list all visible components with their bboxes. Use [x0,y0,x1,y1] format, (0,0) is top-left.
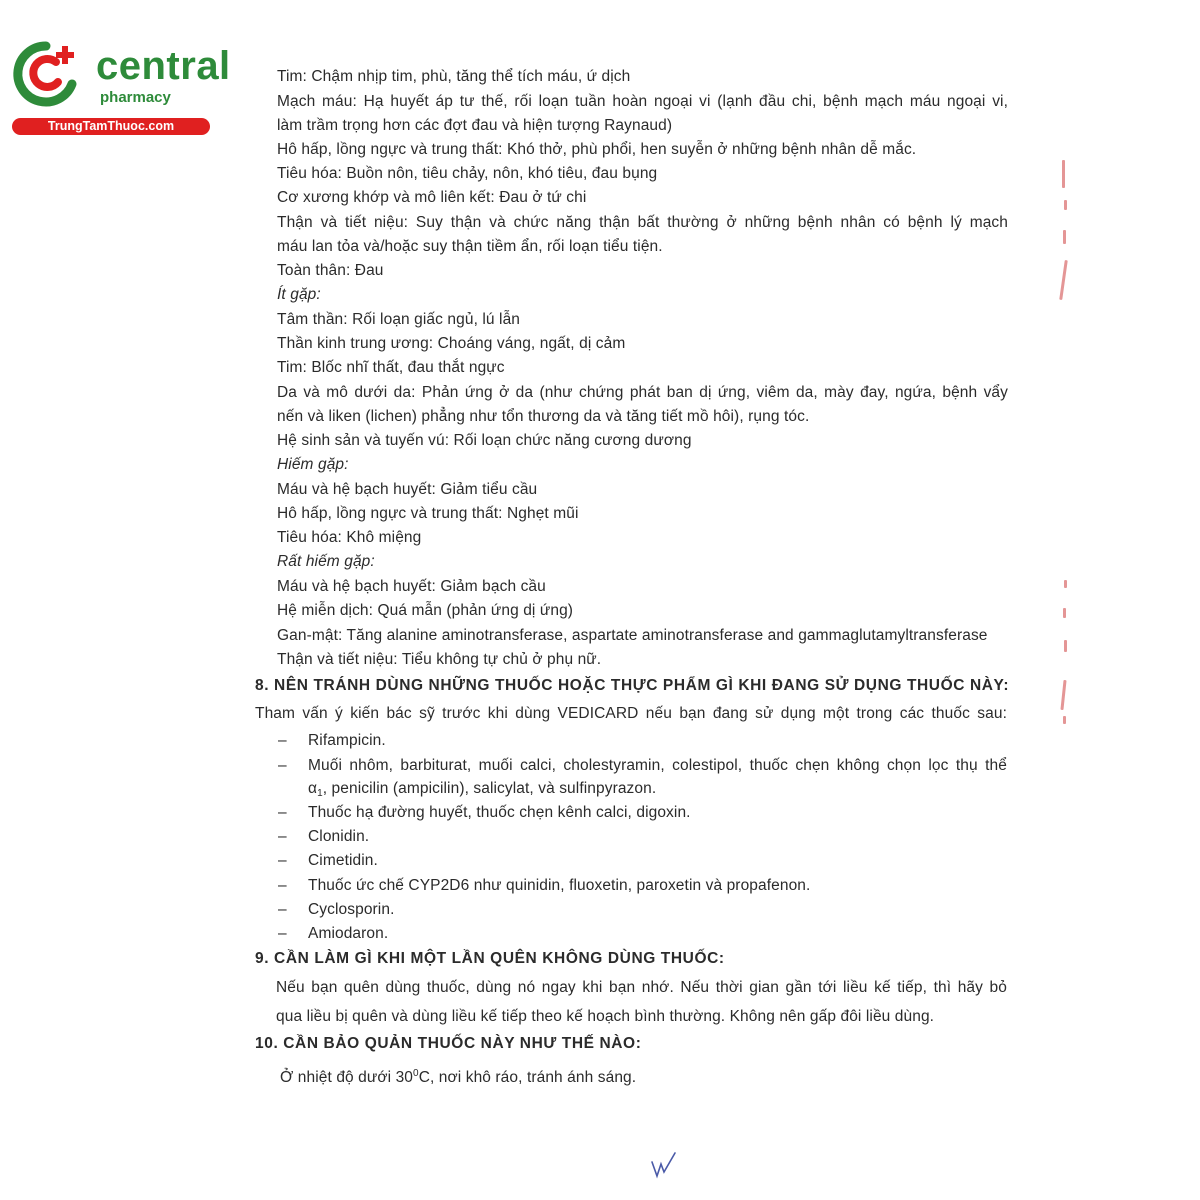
text-line: Mạch máu: Hạ huyết áp tư thế, rối loạn tuần hoàn ngoại vi (lạnh đầu chi, bệnh mạch máu ngoại vi, [277,93,1008,110]
text-line: Hệ sinh sản và tuyến vú: Rối loạn chức năng cương dương [277,432,692,449]
bullet-dash: – [278,901,287,918]
bullet-dash: – [278,804,287,821]
brand-tagline: pharmacy [100,89,171,106]
text-line: Tâm thần: Rối loạn giấc ngủ, lú lẫn [277,311,521,328]
list-item: Thuốc ức chế CYP2D6 như quinidin, fluoxetin, paroxetin và propafenon. [308,877,811,894]
list-item: Clonidin. [308,828,370,845]
signature-mark [648,1150,678,1180]
text-line: Tiêu hóa: Khô miệng [277,529,422,546]
text-line: Thận và tiết niệu: Tiểu không tự chủ ở phụ nữ. [277,651,602,668]
list-item: Muối nhôm, barbiturat, muối calci, cholestyramin, colestipol, thuốc chẹn không chọn lọc thụ thể [308,757,1007,774]
text-line: làm trầm trọng hơn các đợt đau và hiện tượng Raynaud) [277,117,673,134]
text-line: Máu và hệ bạch huyết: Giảm bạch cầu [277,578,546,595]
frequency-label: Ít gặp: [277,286,321,303]
text-line: Nếu bạn quên dùng thuốc, dùng nó ngay khi bạn nhớ. Nếu thời gian gần tới liều kế tiếp, thì hãy bỏ [276,979,1007,996]
bullet-dash: – [278,852,287,869]
text-line: Cơ xương khớp và mô liên kết: Đau ở tứ chi [277,189,587,206]
text-line: Hô hấp, lồng ngực và trung thất: Nghẹt mũi [277,505,579,522]
text-line: Gan-mật: Tăng alanine aminotransferase, aspartate aminotransferase and gammaglutamyltransferase [277,627,988,644]
text-line: Thần kinh trung ương: Choáng váng, ngất, dị cảm [277,335,626,352]
brand-url: TrungTamThuoc.com [12,118,210,135]
text-line: máu lan tỏa và/hoặc suy thận tiềm ẩn, rối loạn tiểu tiện. [277,238,663,255]
storage-text: Ở nhiệt độ dưới $30^0C$, nơi khô ráo, tránh ánh sáng. [280,1068,637,1086]
bullet-dash: – [278,732,287,749]
section-heading: 8. NÊN TRÁNH DÙNG NHỮNG THUỐC HOẶC THỰC PHẨM GÌ KHI ĐANG SỬ DỤNG THUỐC NÀY: [255,677,1010,694]
frequency-label: Hiếm gặp: [277,456,349,473]
brand-name: central [96,44,231,88]
text-line: Tim: Chậm nhịp tim, phù, tăng thể tích máu, ứ dịch [277,68,631,85]
bullet-dash: – [278,877,287,894]
text-line: Hô hấp, lồng ngực và trung thất: Khó thở, phù phổi, hen suyễn ở những bệnh nhân dễ mắc. [277,141,917,158]
text-line: Da và mô dưới da: Phản ứng ở da (như chứng phát ban dị ứng, viêm da, mày đay, ngứa, bệnh vẩy [277,384,1008,401]
text-line: Tiêu hóa: Buồn nôn, tiêu chảy, nôn, khó tiêu, đau bụng [277,165,658,182]
central-logo-icon [10,38,82,110]
text-line: Tim: Blốc nhĩ thất, đau thắt ngực [277,359,505,376]
list-item: Cimetidin. [308,852,378,869]
margin-stamp-marks [1058,160,1072,310]
text-line: Hệ miễn dịch: Quá mẫn (phản ứng dị ứng) [277,602,574,619]
list-item-continuation: $\alpha_1$, penicilin (ampicilin), salicylat, và sulfinpyrazon. [308,780,657,799]
bullet-dash: – [278,828,287,845]
text-line: nến và liken (lichen) phẳng như tổn thương da và tăng tiết mồ hôi), rụng tóc. [277,408,810,425]
bullet-dash: – [278,925,287,942]
section-heading: 10. CẦN BẢO QUẢN THUỐC NÀY NHƯ THẾ NÀO: [255,1035,642,1052]
bullet-dash: – [278,757,287,774]
text-line: Thận và tiết niệu: Suy thận và chức năng thận bất thường ở những bệnh nhân có bệnh lý mạch [277,214,1008,231]
text-line: Máu và hệ bạch huyết: Giảm tiểu cầu [277,481,538,498]
list-item: Thuốc hạ đường huyết, thuốc chẹn kênh calci, digoxin. [308,804,691,821]
text-line: qua liều bị quên và dùng liều kế tiếp theo kế hoạch bình thường. Không nên gấp đôi liều dùng. [276,1008,935,1025]
text-line: Toàn thân: Đau [277,262,384,279]
list-item: Cyclosporin. [308,901,395,918]
list-item: Amiodaron. [308,925,389,942]
section-heading: 9. CẦN LÀM GÌ KHI MỘT LẦN QUÊN KHÔNG DÙNG THUỐC: [255,950,725,967]
margin-stamp-marks [1058,580,1072,740]
section-intro: Tham vấn ý kiến bác sỹ trước khi dùng VEDICARD nếu bạn đang sử dụng một trong các thuốc sau: [255,705,1007,722]
frequency-label: Rất hiếm gặp: [277,553,375,570]
list-item: Rifampicin. [308,732,386,749]
brand-logo [10,38,231,138]
